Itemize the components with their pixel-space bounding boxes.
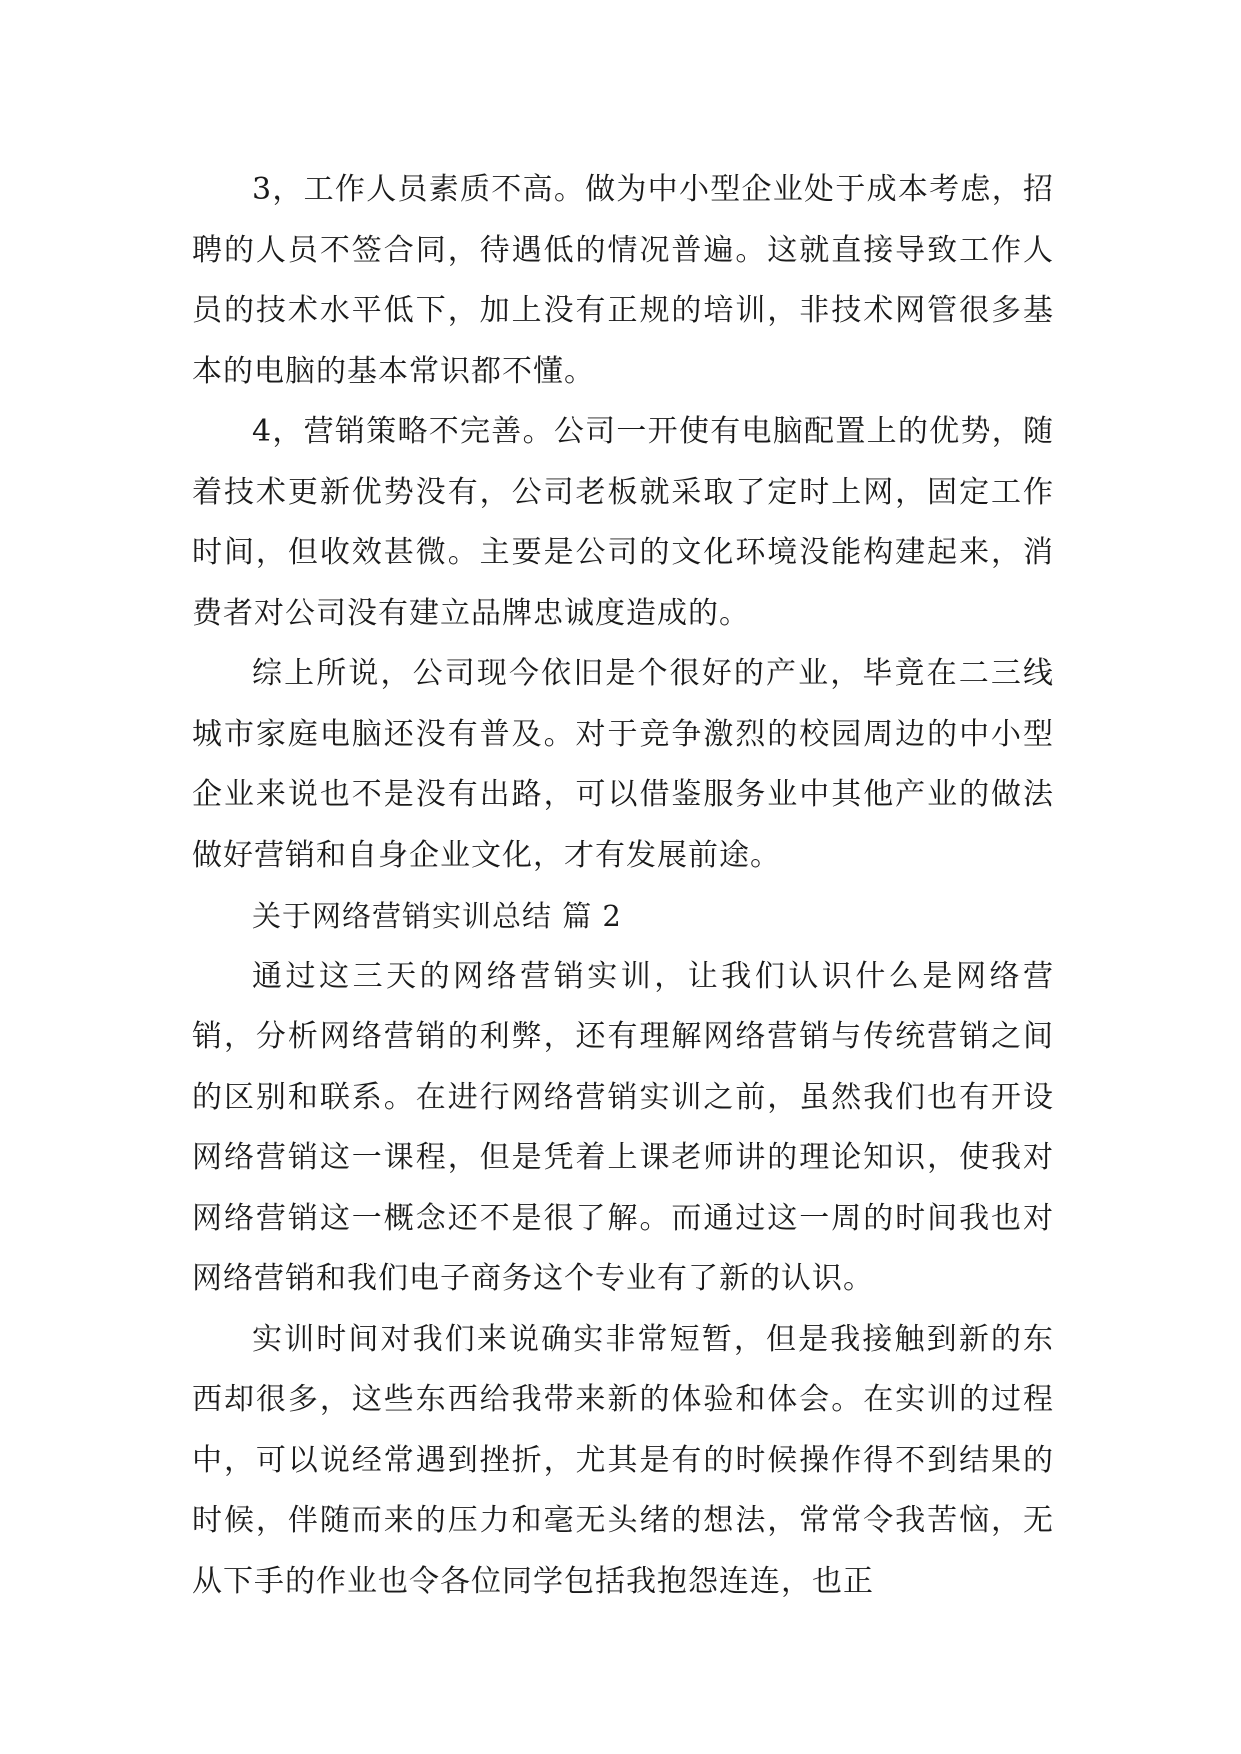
section-heading: 关于网络营销实训总结 篇 2	[252, 899, 622, 933]
paragraph-training-intro: 通过这三天的网络营销实训，让我们认识什么是网络营销，分析网络营销的利弊，还有理解网络营销与传统营销之间的区别和联系。在进行网络营销实训之前，虽然我们也有开设网络营销这一课程，但是凭着上课老师讲的理论知识，使我对网络营销这一概念还不是很了解。而通过这一周的时间我也对网络营销和我们电子商务这个专业有了新的认识。	[192, 958, 1054, 1296]
paragraph-training-experience: 实训时间对我们来说确实非常短暂，但是我接触到新的东西却很多，这些东西给我带来新的体验和体会。在实训的过程中，可以说经常遇到挫折，尤其是有的时候操作得不到结果的时候，伴随而来的压力和毫无头绪的想法，常常令我苦恼，无从下手的作业也令各位同学包括我抱怨连连，也正	[192, 1321, 1054, 1599]
paragraph-marketing-strategy: 4，营销策略不完善。公司一开使有电脑配置上的优势，随着技术更新优势没有，公司老板就采取了定时上网，固定工作时间，但收效甚微。主要是公司的文化环境没能构建起来，消费者对公司没有建立品牌忠诚度造成的。	[192, 414, 1054, 631]
paragraph-conclusion: 综上所说，公司现今依旧是个很好的产业，毕竟在二三线城市家庭电脑还没有普及。对于竞争激烈的校园周边的中小型企业来说也不是没有出路，可以借鉴服务业中其他产业的做法做好营销和自身企业文化，才有发展前途。	[192, 656, 1054, 873]
paragraph-staff-quality: 3，工作人员素质不高。做为中小型企业处于成本考虑，招聘的人员不签合同，待遇低的情况普遍。这就直接导致工作人员的技术水平低下，加上没有正规的培训，非技术网管很多基本的电脑的基本常识都不懂。	[192, 172, 1054, 389]
document-body	[192, 160, 1054, 1612]
